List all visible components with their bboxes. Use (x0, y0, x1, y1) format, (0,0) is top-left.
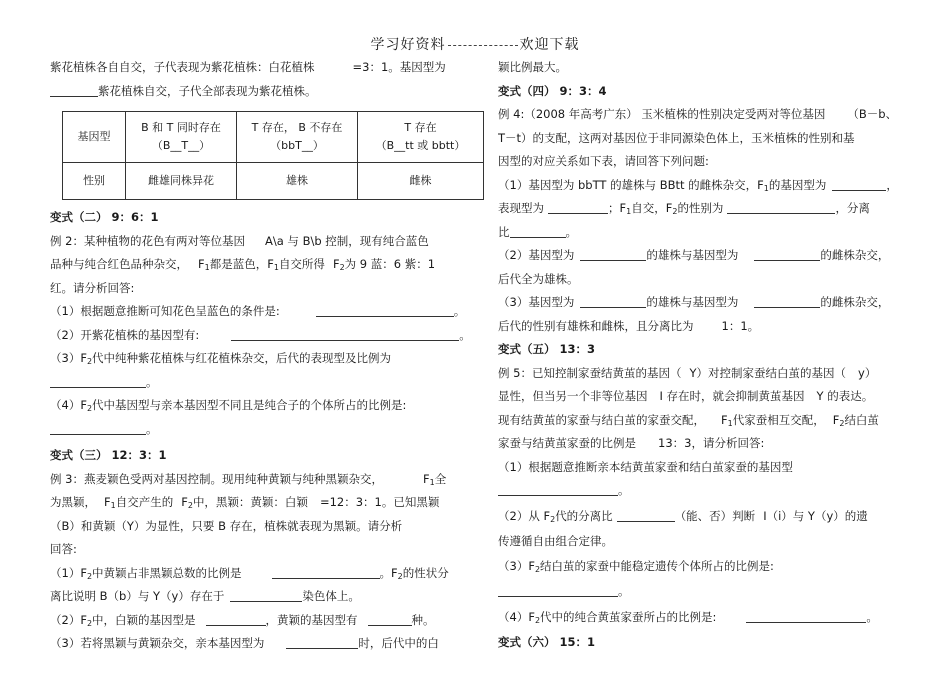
text-segment: 种。 (411, 612, 435, 627)
text-line: 颖比例最大。 (498, 60, 567, 74)
answer-blank (498, 483, 618, 496)
table-cell (358, 163, 484, 200)
answer-line (498, 580, 906, 604)
text-segment: 代中基因型与亲本基因型不同且是纯合子的个体所占的比例是: (92, 398, 407, 412)
text-segment: 为黑颖， (50, 495, 96, 509)
answer-blank (746, 610, 866, 623)
variant-heading: 变式（五） 13：3 (498, 342, 596, 356)
text-segment: 的性别为 (677, 201, 724, 215)
text-segment: 的基因型为 (768, 177, 827, 192)
subscript: 1 (727, 418, 733, 428)
text-segment: I 存在时，就会抑制黄茧基因 (659, 389, 805, 403)
text-segment: 紫花植株自交，子代全部表现为紫花植株。 (98, 83, 317, 98)
text-segment: 全 (434, 471, 447, 486)
subscript: 2 (839, 418, 845, 428)
answer-blank (50, 375, 146, 388)
text-segment: F (104, 495, 111, 509)
text-segment: A\a 与 B\b 控制，现有纯合蓝色 (264, 233, 429, 248)
question-line (50, 562, 474, 586)
text-segment: 表现型为 (498, 201, 544, 215)
text-segment: Y 的表达。 (816, 389, 874, 403)
answer-blank (50, 422, 146, 435)
text-segment: 显性，但当另一个非等位基因 (498, 389, 648, 403)
text-line (498, 362, 906, 386)
answer-blank (316, 304, 454, 317)
text-segment: F (198, 257, 205, 271)
text-segment: F (721, 412, 728, 427)
text-segment: ，黄颖的基因型有 (265, 612, 358, 627)
question-line (498, 197, 906, 221)
text-segment: 。 (866, 609, 878, 624)
text-segment: （3）基因型为 (498, 295, 575, 309)
text-segment: 中，黑颖：黄颖：白颖 (192, 495, 308, 509)
text-segment: 结白茧 (844, 412, 879, 427)
right-column (498, 56, 906, 654)
text-line (50, 253, 474, 277)
subscript: 2 (534, 615, 541, 625)
cell-text: （B__tt 或 bbtt） (375, 139, 466, 152)
cell-text: （B__T__） (151, 139, 211, 152)
text-segment: 代家蚕相互交配， (732, 412, 825, 427)
text-segment: （B－b、 (847, 107, 898, 121)
text-segment: （1）基因型为 bbTT 的雄株与 BBtt 的雌株杂交，F (498, 177, 764, 192)
text-segment: （2）F (50, 612, 87, 627)
table-cell (63, 112, 126, 163)
subscript: 2 (534, 565, 541, 574)
text-segment: （2）基因型为 (498, 248, 575, 262)
text-line (50, 230, 474, 254)
answer-blank (510, 225, 566, 238)
question-line: （1）根据题意推断可知花色呈蓝色的条件是: 。 (50, 304, 466, 318)
text-line (50, 491, 474, 515)
text-line: 因型的对应关系如下表，请回答下列问题: (498, 154, 709, 168)
cell-text: 雌株 (409, 174, 432, 187)
cell-text: 雌雄同株异花 (148, 174, 214, 187)
genotype-table (62, 111, 484, 200)
question-line (50, 394, 474, 418)
text-segment: 染色体上。 (302, 589, 360, 603)
question-line (498, 291, 906, 315)
answer-blank (272, 566, 380, 579)
text-segment: 现有结黄茧的家蚕与结白茧的家蚕交配， (498, 412, 705, 427)
text-segment: 的雌株杂交， (820, 248, 890, 262)
cell-text: 雄株 (286, 174, 308, 187)
text-line (498, 432, 906, 456)
table-row (63, 112, 484, 163)
header-right-text: 欢迎下载 (519, 37, 580, 53)
text-segment: 后代的性别有雄株和雌株，且分离比为 (498, 318, 694, 333)
text-segment: ， (886, 177, 898, 192)
answer-line (498, 479, 906, 503)
question-line (498, 503, 906, 530)
subscript: 1 (429, 477, 435, 487)
answer-blank (832, 178, 886, 191)
header-dash-divider (448, 45, 518, 46)
question-line (498, 315, 906, 339)
question-line (50, 609, 474, 633)
text-segment: 13：3，请分析回答: (658, 436, 765, 450)
answer-line: 。 (50, 418, 474, 442)
text-segment: y） (858, 365, 877, 380)
text-segment: I（i）与 Y（y）的遗 (763, 508, 868, 523)
text-segment: 。 (565, 224, 577, 239)
answer-blank (286, 636, 358, 649)
cell-text: （bbT__） (270, 139, 324, 152)
cell-text: 基因型 (77, 130, 111, 143)
text-segment: 中，白颖的基因型是 (92, 612, 196, 627)
subscript: 2 (86, 404, 93, 413)
answer-blank (754, 295, 820, 308)
text-segment: 例 5：已知控制家蚕结黄茧的基因（ (498, 365, 682, 380)
text-segment: 结白茧的家蚕中能稳定遗传个体所占的比例是: (540, 559, 774, 573)
text-segment: 。 (618, 483, 630, 497)
text-segment: 的雄株与基因型为 (646, 248, 739, 262)
text-segment: 例 3：燕麦颖色受两对基因控制。现用纯种黄颖与纯种黑颖杂交， (50, 471, 383, 486)
answer-blank (580, 248, 646, 261)
subscript: 1 (626, 207, 632, 216)
text-segment: =12：3：1。已知黑颖 (319, 495, 440, 509)
text-segment: 的雌株杂交， (820, 295, 890, 309)
subscript: 2 (672, 207, 678, 216)
subscript: 2 (86, 357, 93, 366)
subscript: 1 (110, 501, 116, 510)
text-segment: ，分离 (835, 201, 870, 215)
text-segment: 例 2：某种植物的花色有两对等位基因 (50, 233, 245, 248)
subscript: 2 (187, 501, 193, 510)
page-header (0, 34, 950, 54)
text-segment: F (422, 471, 430, 486)
subscript: 1 (204, 263, 210, 272)
text-line (498, 385, 906, 409)
answer-blank (50, 84, 98, 97)
question-line (50, 347, 474, 371)
table-cell (63, 163, 126, 200)
answer-blank (754, 248, 820, 261)
subscript: 2 (550, 514, 556, 524)
subscript: 2 (339, 263, 345, 272)
text-segment: F (181, 495, 188, 509)
text-segment: 自交，F (631, 201, 673, 215)
answer-blank (230, 589, 302, 602)
text-line: 回答: (50, 542, 77, 556)
text-line (498, 103, 906, 127)
text-line: 后代全为雄株。 (498, 271, 579, 286)
text-segment: 的雄株与基因型为 (646, 295, 739, 309)
text-segment: （3）F (498, 559, 535, 573)
text-segment: 代中的纯合黄茧家蚕所占的比例是: (540, 609, 717, 624)
table-cell (237, 163, 358, 200)
text-segment: （能、否）判断 (674, 508, 756, 523)
question-line (498, 604, 906, 631)
answer-blank (727, 201, 835, 214)
text-segment: （2）从 F (498, 508, 551, 523)
text-segment: 时，后代中的白 (358, 636, 439, 650)
variant-heading: 变式（二） 9：6：1 (50, 210, 159, 224)
cell-text: B 和 T 同时存在 (141, 121, 221, 134)
question-line (50, 632, 474, 656)
header-left-text: 学习好资料 (370, 37, 446, 53)
question-line (50, 585, 474, 609)
answer-blank (580, 295, 646, 308)
text-segment: 。F (379, 565, 398, 580)
answer-blank (498, 584, 618, 597)
text-segment: 代的分离比 (555, 508, 613, 523)
variant-heading: 变式（六） 15：1 (498, 634, 596, 649)
cell-text: 性别 (83, 174, 105, 187)
text-segment: 自交产生的 (115, 495, 174, 509)
question-line (498, 174, 906, 198)
question-line (498, 553, 906, 580)
text-line: 传遵循自由组合定律。 (498, 533, 613, 548)
text-segment: 离比说明 B（b）与 Y（y）存在于 (50, 589, 225, 603)
text-segment: （3）若将黑颖与黄颖杂交，亲本基因型为 (50, 636, 265, 650)
left-column (50, 56, 474, 656)
text-line (498, 409, 906, 433)
table-cell (237, 112, 358, 163)
text-segment: 比 (498, 224, 510, 239)
text-line: （B）和黄颖（Y）为显性，只要 B 存在，植株就表现为黑颖。请分析 (50, 518, 403, 533)
answer-line: 。 (50, 371, 474, 395)
text-segment: 都是蓝色，F (209, 257, 274, 271)
variant-heading: 变式（三） 12：3：1 (50, 448, 167, 462)
variant-heading: 变式（四） 9：3：4 (498, 83, 607, 98)
table-cell (358, 112, 484, 163)
cell-text: T 存在， B 不存在 (251, 121, 343, 134)
question-line (498, 221, 906, 245)
subscript: 1 (273, 263, 279, 272)
text-segment: 家蚕与结黄茧家蚕的比例是 (498, 436, 636, 450)
answer-blank (231, 328, 459, 341)
answer-blank (617, 509, 675, 522)
text-segment: F (332, 257, 340, 271)
text-segment: F (832, 412, 840, 427)
text-segment: （1）根据题意推断可知花色呈蓝色的条件是: (50, 304, 280, 318)
text-segment: （4）F (50, 398, 87, 412)
table-cell (126, 163, 237, 200)
cell-text: T 存在 (404, 121, 437, 134)
text-line: T－t）的支配，这两对基因位于非同源染色体上，玉米植株的性别和基 (498, 130, 855, 145)
subscript: 2 (86, 618, 93, 628)
subscript: 2 (397, 571, 403, 581)
text-line (50, 56, 474, 80)
text-segment: Y）对控制家蚕结白茧的基因（ (689, 365, 847, 380)
table-row (63, 163, 484, 200)
text-segment: 例 4:（2008 年高考广东） 玉米植株的性别决定受两对等位基因 (498, 107, 826, 121)
table-cell (126, 112, 237, 163)
text-segment: 中黄颖占非黑颖总数的比例是 (92, 565, 242, 580)
text-segment: （2）开紫花植株的基因型有: (50, 327, 200, 342)
subscript: 1 (763, 183, 769, 193)
subscript: 2 (86, 571, 93, 581)
text-segment: 的性状分 (402, 565, 449, 580)
text-segment: ；F (608, 201, 627, 215)
text-segment: 。 (618, 584, 630, 598)
text-segment: 代中纯种紫花植株与红花植株杂交，后代的表现型及比例为 (92, 351, 392, 365)
text-segment: （1）F (50, 565, 87, 580)
text-segment: 品种与纯合红色品种杂交， (50, 257, 188, 271)
question-line: （2）开紫花植株的基因型有: 。 (50, 327, 471, 342)
text-line (50, 80, 474, 104)
text-segment: （3）F (50, 351, 87, 365)
text-line: 红。请分析回答: (50, 280, 135, 295)
text-segment: 1：1。 (721, 318, 760, 333)
text-segment: 紫花植株各自自交，子代表现为紫花植株：白花植株 (50, 60, 315, 74)
text-segment: （4）F (498, 609, 535, 624)
question-line: （1）根据题意推断亲本结黄茧家蚕和结白茧家蚕的基因型 (498, 459, 793, 474)
text-segment: 为 9 蓝：6 紫：1 (344, 257, 436, 271)
answer-blank (206, 613, 266, 626)
answer-blank (368, 613, 412, 626)
text-segment: 自交所得 (278, 257, 325, 271)
text-line (50, 468, 474, 492)
question-line (498, 244, 906, 268)
answer-blank (548, 201, 608, 214)
text-segment: =3：1。基因型为 (352, 60, 446, 74)
